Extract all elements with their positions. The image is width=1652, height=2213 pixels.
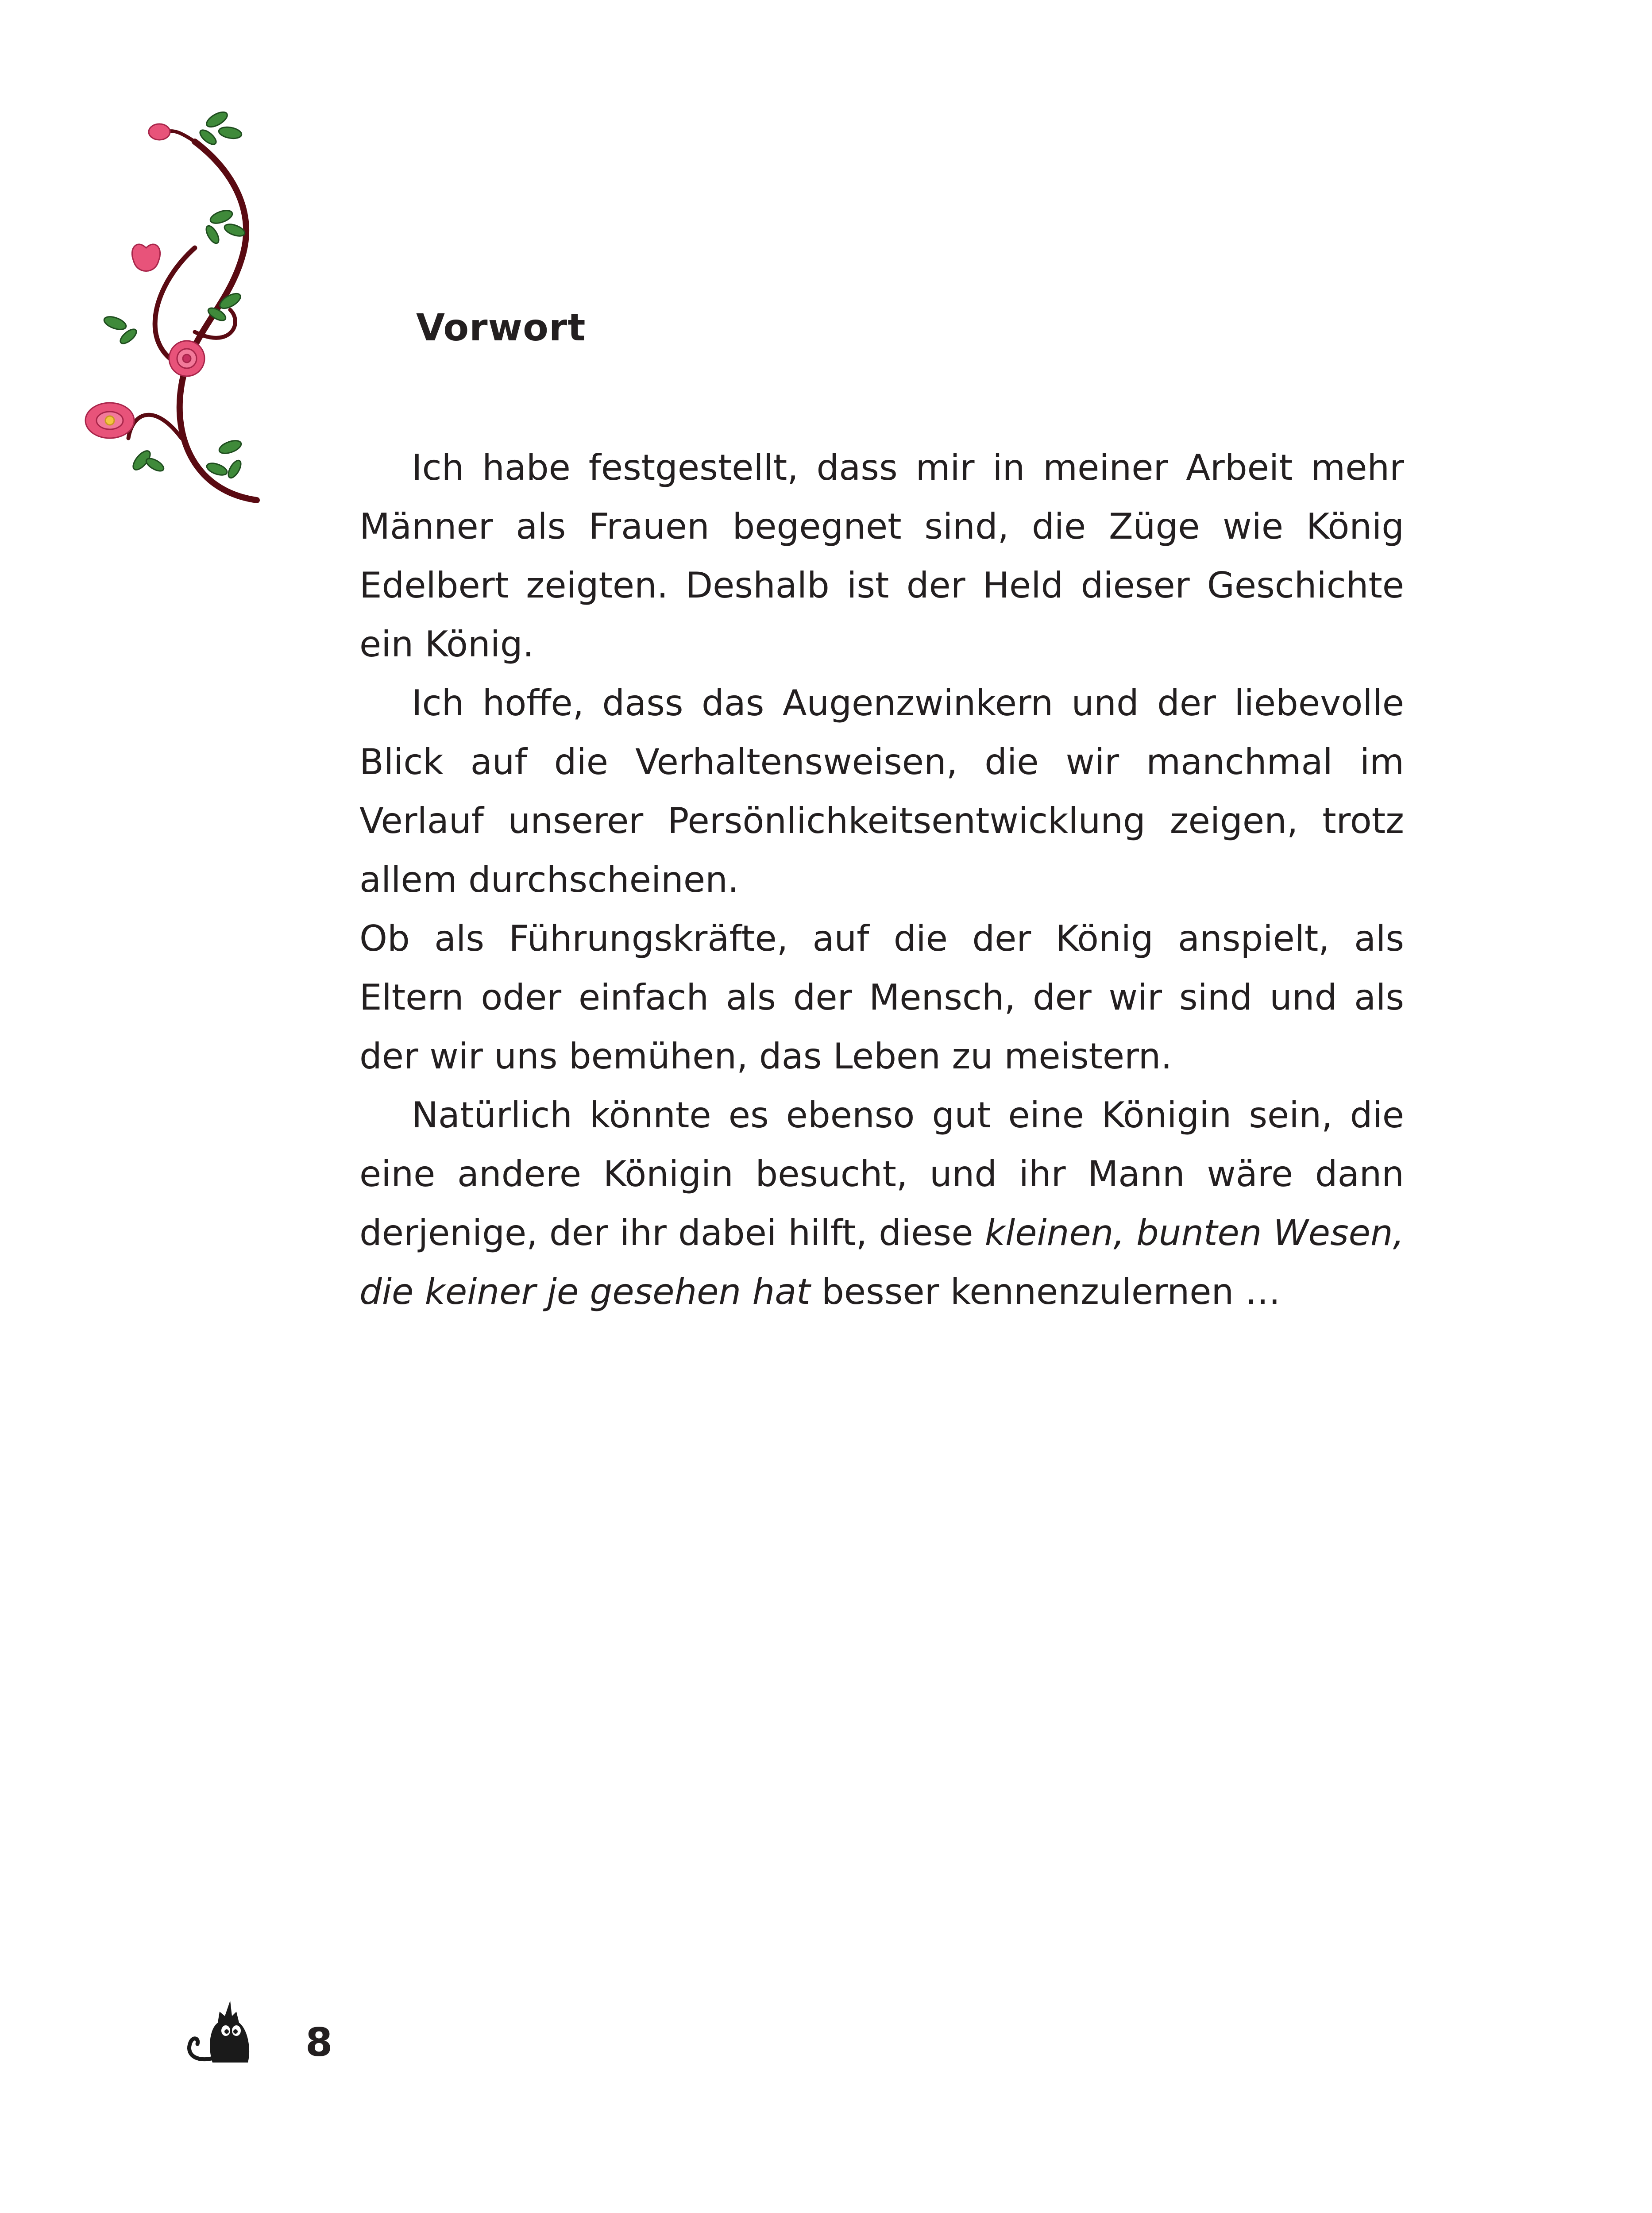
paragraph-3: Ob als Führungskräfte, auf die der König anspielt, als Eltern oder einfach als der Mensch, der wir sind und als der wir uns bemühen, das Leben zu meistern. <box>359 918 1404 1077</box>
paragraph-1: Ich habe festgestellt, dass mir in meiner Arbeit mehr Männer als Frauen begegnet sind, die Züge wie König Edelbert zeigten. Deshalb ist der Held dieser Geschichte ein König. <box>359 447 1404 665</box>
rose-vine-ornament-icon <box>84 102 270 509</box>
body-text <box>359 438 1404 1321</box>
paragraph-4-text-before: Natürlich könnte es ebenso gut eine Königin sein, die eine andere Königin besucht, und ihr Mann wäre dann derjenige, der ihr dabei hilft, diese <box>359 1095 1404 1253</box>
chapter-heading: Vorwort <box>416 306 586 349</box>
paragraph-2: Ich hoffe, dass das Augenzwinkern und der liebevolle Blick auf die Verhaltensweisen, die wir manchmal im Verlauf unserer Persönlichkeitsentwicklung zeigen, trotz allem durchscheinen. <box>359 682 1404 900</box>
page-number: 8 <box>305 2020 333 2065</box>
paragraph-4 <box>359 1086 1404 1321</box>
paragraph-4-italic: kleinen, bunten Wesen, die keiner je gesehen hat <box>359 1212 1404 1312</box>
black-cat-icon <box>177 1992 257 2071</box>
paragraph-4-text-after: besser kennenzulernen … <box>810 1271 1281 1312</box>
